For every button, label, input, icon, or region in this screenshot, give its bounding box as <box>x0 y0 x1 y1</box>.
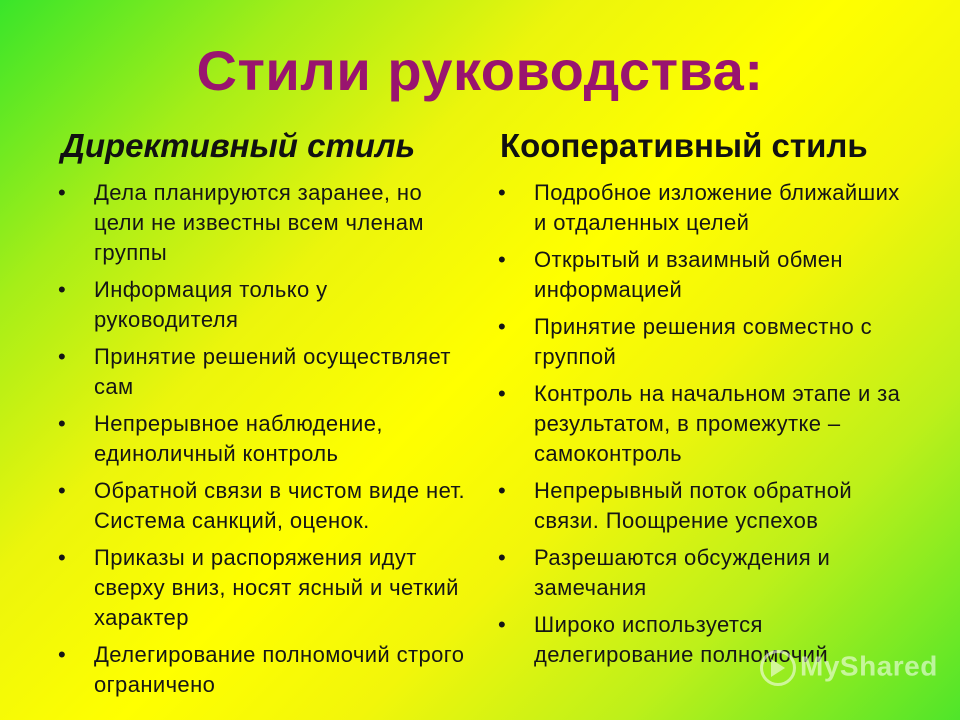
directive-style-heading: Директивный стиль <box>61 127 416 164</box>
list-item <box>498 312 918 372</box>
cooperative-style-column <box>498 126 918 677</box>
bullet-icon: • <box>498 313 507 339</box>
list-item <box>58 275 478 335</box>
bullet-icon: • <box>498 544 507 570</box>
list-item-text: Открытый и взаимный обмен информацией <box>534 246 843 302</box>
bullet-icon: • <box>58 410 67 436</box>
directive-style-column <box>58 126 478 707</box>
bullet-icon: • <box>498 380 507 406</box>
directive-style-list <box>58 178 478 700</box>
list-item <box>58 476 478 536</box>
list-item-text: Приказы и распоряжения идут сверху вниз, носят ясный и четкий характер <box>94 544 459 630</box>
bullet-icon: • <box>58 276 67 302</box>
list-item-text: Разрешаются обсуждения и замечания <box>534 544 831 600</box>
bullet-icon: • <box>498 246 507 272</box>
list-item <box>58 640 478 700</box>
list-item-text: Контроль на начальном этапе и за результатом, в промежутке – самоконтроль <box>534 380 901 466</box>
list-item <box>58 178 478 268</box>
list-item-text: Информация только у руководителя <box>94 276 328 332</box>
list-item-text: Дела планируются заранее, но цели не известны всем членам группы <box>94 179 424 265</box>
list-item-text: Широко используется делегирование полномочий <box>534 611 829 667</box>
list-item <box>498 245 918 305</box>
bullet-icon: • <box>498 477 507 503</box>
cooperative-style-list <box>498 178 918 670</box>
bullet-icon: • <box>498 179 507 205</box>
bullet-icon: • <box>58 343 67 369</box>
bullet-icon: • <box>58 477 67 503</box>
list-item-text: Обратной связи в чистом виде нет. Система санкций, оценок. <box>94 477 466 533</box>
bullet-icon: • <box>58 544 67 570</box>
list-item <box>58 543 478 633</box>
bullet-icon: • <box>58 641 67 667</box>
slide-title: Стили руководства: <box>196 39 764 102</box>
list-item <box>498 178 918 238</box>
list-item-text: Принятие решений осуществляет сам <box>94 343 451 399</box>
list-item-text: Принятие решения совместно с группой <box>534 313 872 369</box>
bullet-icon: • <box>58 179 67 205</box>
list-item <box>498 379 918 469</box>
list-item-text: Непрерывное наблюдение, единоличный контроль <box>94 410 383 466</box>
list-item <box>58 342 478 402</box>
list-item <box>498 476 918 536</box>
play-circle-icon <box>760 650 796 686</box>
bullet-icon: • <box>498 611 507 637</box>
watermark-text: MyShared <box>800 650 938 682</box>
list-item-text: Делегирование полномочий строго ограничено <box>94 641 465 697</box>
list-item-text: Подробное изложение ближайших и отдаленных целей <box>534 179 900 235</box>
list-item <box>58 409 478 469</box>
list-item-text: Непрерывный поток обратной связи. Поощрение успехов <box>534 477 853 533</box>
list-item <box>498 543 918 603</box>
cooperative-style-heading: Кооперативный стиль <box>500 127 868 164</box>
myshared-watermark <box>760 650 938 686</box>
